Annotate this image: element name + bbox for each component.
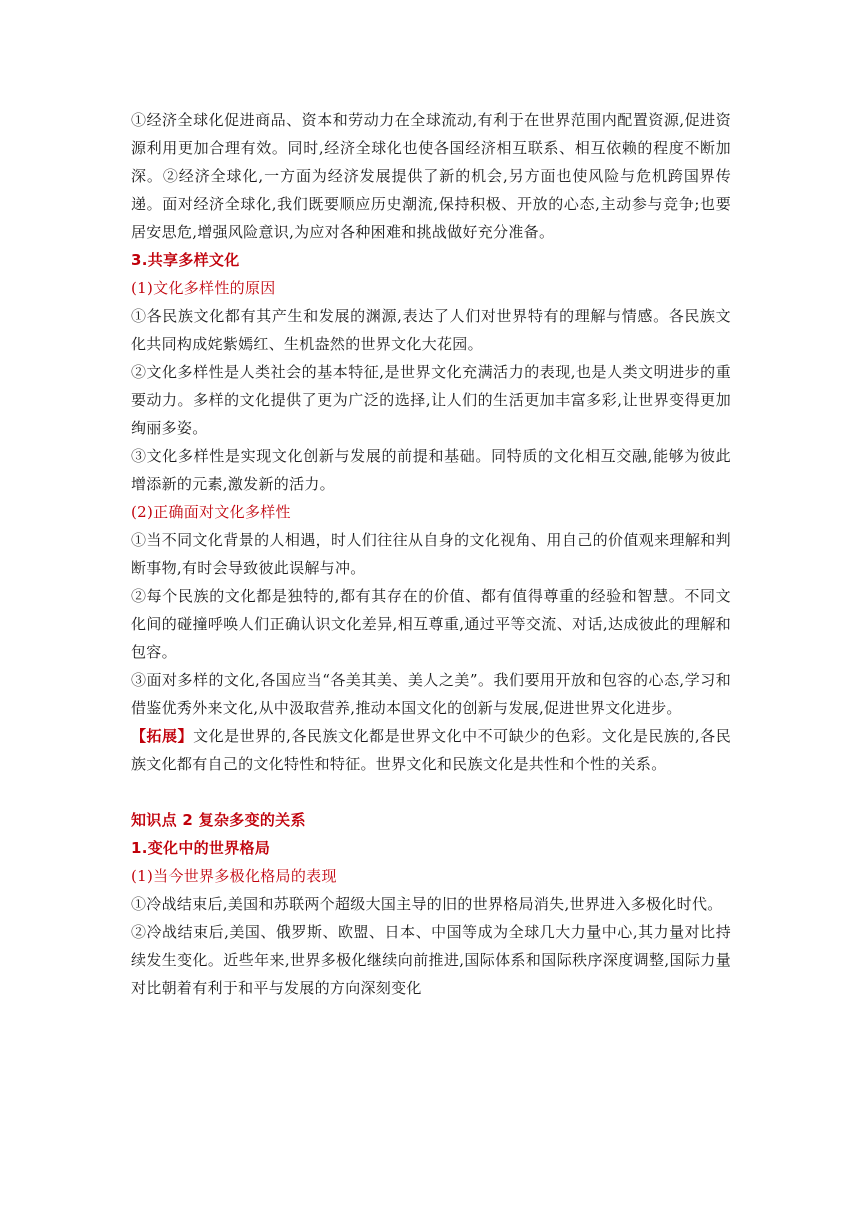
paragraph: ③面对多样的文化,各国应当“各美其美、美人之美”。我们要用开放和包容的心态,学习和借鉴优秀外来文化,从中汲取营养,推动本国文化的创新与发展,促进世界文化进步。 [131,671,731,717]
document-page [131,106,731,1002]
paragraph: ①各民族文化都有其产生和发展的渊源,表达了人们对世界特有的理解与情感。各民族文化共同构成姹紫嫣红、生机盎然的世界文化大花园。 [131,307,731,353]
paragraph: ②冷战结束后,美国、俄罗斯、欧盟、日本、中国等成为全球几大力量中心,其力量对比持续发生变化。近些年来,世界多极化继续向前推进,国际体系和国际秩序深度调整,国际力量对比朝着有利于和平与发展的方向深刻变化 [131,923,731,997]
paragraph-globalization: ①经济全球化促进商品、资本和劳动力在全球流动,有利于在世界范围内配置资源,促进资源利用更加合理有效。同时,经济全球化也使各国经济相互联系、相互依赖的程度不断加深。②经济全球化,一方面为经济发展提供了新的机会,另方面也使风险与危机跨国界传递。面对经济全球化,我们既要顺应历史潮流,保持积极、开放的心态,主动参与竞争;也要居安思危,增强风险意识,为应对各种困难和挑战做好充分准备。 [131,111,731,241]
subheading: (1)当今世界多极化格局的表现 [131,867,337,885]
paragraph: ③文化多样性是实现文化创新与发展的前提和基础。同特质的文化相互交融,能够为彼此增添新的元素,激发新的活力。 [131,447,731,493]
paragraph: ②每个民族的文化都是独特的,都有其存在的价值、都有值得尊重的经验和智慧。不同文化间的碰撞呼唤人们正确认识文化差异,相互尊重,通过平等交流、对话,达成彼此的理解和包容。 [131,587,731,661]
extension-text: 文化是世界的,各民族文化都是世界文化中不可缺少的色彩。文化是民族的,各民族文化都有自己的文化特性和特征。世界文化和民族文化是共性和个性的关系。 [131,727,732,773]
extension-tag: 【拓展】 [131,727,194,745]
subheading: (2)正确面对文化多样性 [131,503,291,521]
knowledge-point-heading: 知识点 2 复杂多变的关系 [131,811,306,829]
section-heading: 1.变化中的世界格局 [131,839,271,857]
extension-paragraph [131,722,731,778]
section-heading: 3.共享多样文化 [131,251,240,269]
paragraph: ②文化多样性是人类社会的基本特征,是世界文化充满活力的表现,也是人类文明进步的重要动力。多样的文化提供了更为广泛的选择,让人们的生活更加丰富多彩,让世界变得更加绚丽多姿。 [131,363,731,437]
paragraph: ①当不同文化背景的人相遇，时人们往往从自身的文化视角、用自己的价值观来理解和判断事物,有时会导致彼此误解与冲。 [131,531,731,577]
subheading: (1)文化多样性的原因 [131,279,276,297]
paragraph: ①冷战结束后,美国和苏联两个超级大国主导的旧的世界格局消失,世界进入多极化时代。 [131,895,723,913]
